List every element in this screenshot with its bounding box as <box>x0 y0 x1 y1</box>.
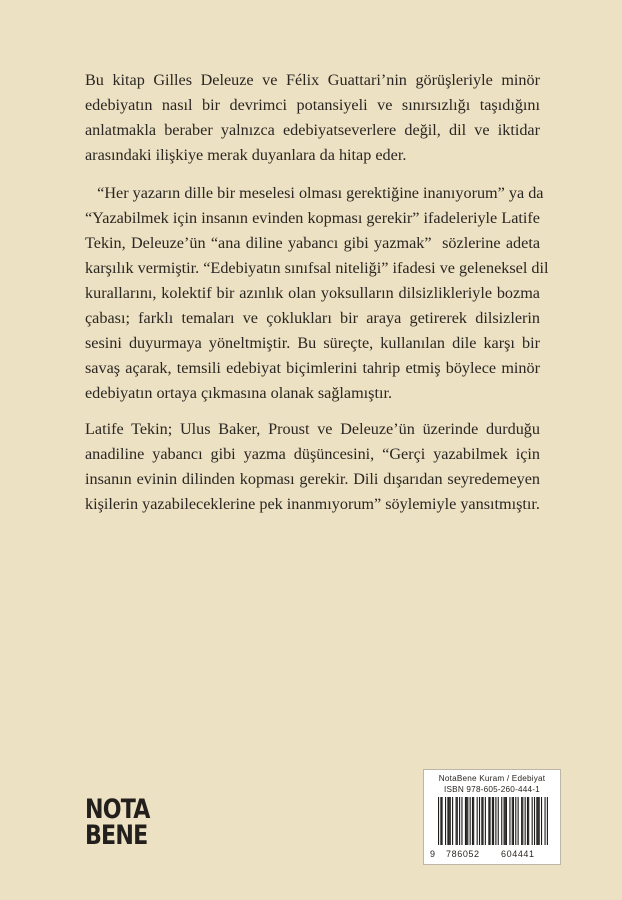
text-line: karşılık vermiştir. “Edebiyatın sınıfsal niteliği” ifadesi ve geleneksel dil <box>85 259 549 277</box>
barcode-bar <box>501 797 502 845</box>
category-label: NotaBene Kuram / Edebiyat <box>438 774 546 783</box>
barcode-bar <box>525 797 526 845</box>
barcode-bar <box>465 797 466 845</box>
barcode-bar <box>493 797 494 845</box>
logo-line-1: NOTA <box>85 794 150 825</box>
logo-line-2: BENE <box>85 820 148 851</box>
publisher-logo <box>85 794 150 853</box>
barcode-bar <box>457 797 458 845</box>
barcode-bar <box>479 797 480 845</box>
barcode-bar <box>547 797 548 845</box>
barcode-bar <box>438 797 439 845</box>
barcode-bar <box>537 797 538 845</box>
barcode-bar <box>470 797 471 845</box>
barcode-bar <box>504 797 505 845</box>
barcode-digits-left: 786052 <box>446 849 480 859</box>
barcode-bar <box>489 797 490 845</box>
barcode-bar <box>522 797 523 845</box>
barcode-bar <box>527 797 528 845</box>
barcode-bar <box>452 797 453 845</box>
barcode-bar <box>495 797 496 845</box>
text-line: Tekin, Deleuze’ün “ana diline yabancı gibi yazmak” sözlerine adeta <box>85 234 540 252</box>
text-line: Latife Tekin; Ulus Baker, Proust ve Deleuze’ün üzerinde durduğu <box>85 420 540 438</box>
paragraph-quote <box>85 181 549 406</box>
text-line: edebiyatın nasıl bir devrimci potansiyeli ve sınırsızlığı taşıdığını <box>85 96 540 114</box>
barcode-bar <box>512 797 513 845</box>
barcode-bar <box>442 797 443 845</box>
text-line: anlatmakla beraber yalnızca edebiyatseverlere değil, dil ve iktidar <box>85 121 540 139</box>
barcode-bar <box>541 797 542 845</box>
barcode-bar <box>539 797 540 845</box>
barcode-bar <box>481 797 482 845</box>
barcode-bar <box>440 797 441 845</box>
barcode-bar <box>528 797 529 845</box>
isbn-label-box <box>423 769 561 865</box>
paragraph-closing <box>85 417 540 517</box>
barcode-bar <box>467 797 468 845</box>
text-line: insanın evinin dilinden kopması gerekir. Dili dışarıdan seyredemeyen <box>85 470 540 488</box>
barcode-digit-first: 9 <box>430 849 436 859</box>
barcode-bar <box>488 797 489 845</box>
text-line: sesini duyurmaya yöneltmiştir. Bu süreçte, kullanılan dile karşı bir <box>85 334 540 352</box>
barcode-bar <box>473 797 474 845</box>
barcode-bar <box>447 797 448 845</box>
barcode-bar <box>506 797 507 845</box>
barcode-bar <box>498 797 499 845</box>
barcode-bar <box>461 797 462 845</box>
barcode-bar <box>445 797 446 845</box>
text-line: kişilerin yazabileceklerine pek inanmıyorum” söylemiyle yansıtmıştır. <box>85 495 540 513</box>
text-line: savaş açarak, temsili edebiyat biçimlerini tahrip etmiş böylece minör <box>85 359 540 377</box>
barcode-bar <box>482 797 483 845</box>
barcode-bar <box>459 797 460 845</box>
paragraph-intro <box>85 68 540 168</box>
barcode-bar <box>536 797 537 845</box>
barcode-bar <box>477 797 478 845</box>
barcode-bar <box>513 797 514 845</box>
text-line: Bu kitap Gilles Deleuze ve Félix Guattari’nin görüşleriyle minör <box>85 71 540 89</box>
barcode-bar <box>449 797 450 845</box>
barcode-bar <box>509 797 510 845</box>
text-line: arasındaki ilişkiye merak duyanlara da hitap eder. <box>85 146 407 164</box>
barcode-bar <box>450 797 451 845</box>
text-line: kurallarını, kolektif bir azınlık olan yoksulların dilsizlikleriyle bozma <box>85 284 540 302</box>
text-line: edebiyatın ortaya çıkmasına olanak sağlamıştır. <box>85 384 393 402</box>
barcode-bar <box>456 797 457 845</box>
barcode-bar <box>544 797 545 845</box>
barcode <box>438 797 548 845</box>
barcode-bar <box>485 797 486 845</box>
barcode-bar <box>518 797 519 845</box>
text-line: çabası; farklı temaları ve çoklukları bir araya getirerek dilsizlerin <box>85 309 540 327</box>
barcode-bar <box>532 797 533 845</box>
barcode-bar <box>492 797 493 845</box>
barcode-bar <box>515 797 516 845</box>
text-line: “Yazabilmek için insanın evinden kopması gerekir” ifadeleriyle Latife <box>85 209 540 227</box>
barcode-bar <box>521 797 522 845</box>
isbn-text: ISBN 978-605-260-444-1 <box>444 785 540 794</box>
barcode-digits-right: 604441 <box>501 849 535 859</box>
text-line: anadiline yabancı gibi yazma düşüncesini, “Gerçi yazabilmek için <box>85 445 540 463</box>
barcode-bar <box>534 797 535 845</box>
barcode-bar <box>466 797 467 845</box>
barcode-bar <box>505 797 506 845</box>
barcode-bar <box>472 797 473 845</box>
text-line: “Her yazarın dille bir meselesi olması gerektiğine inanıyorum” ya da <box>85 184 544 202</box>
